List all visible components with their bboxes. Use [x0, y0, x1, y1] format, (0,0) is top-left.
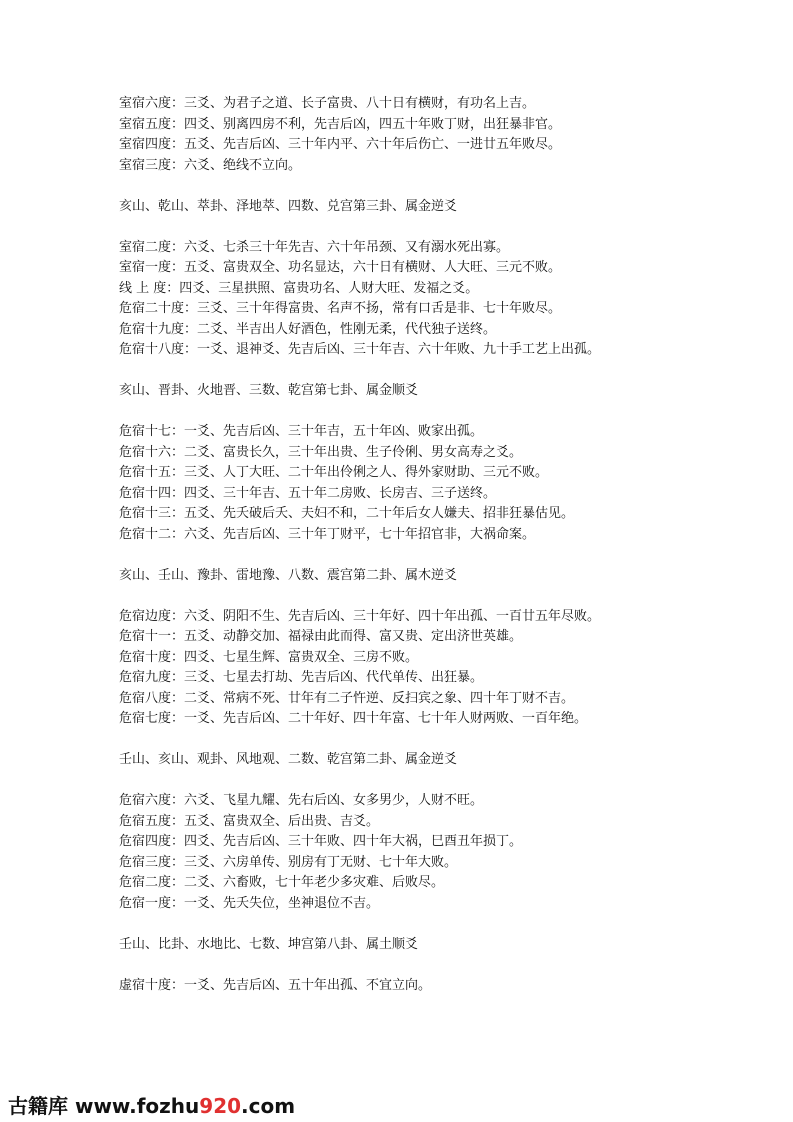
text-line: 室宿五度：四爻、别离四房不利，先吉后凶，四五十年败丁财，出狂暴非官。 — [119, 116, 562, 132]
text-line: 壬山、比卦、水地比、七数、坤宫第八卦、属土顺爻 — [119, 936, 419, 952]
text-line: 危宿十七：一爻、先吉后凶、三十年吉，五十年凶、败家出孤。 — [119, 424, 484, 439]
text-line: 危宿边度：六爻、阴阳不生、先吉后凶、三十年好、四十年出孤、一百廿五年尽败。 — [119, 608, 601, 624]
text-line: 危宿十度：四爻、七星生辉、富贵双全、三房不败。 — [119, 649, 419, 665]
footer-site — [75, 1094, 295, 1118]
footer-site-prefix: www.fozhu — [74, 1094, 200, 1118]
text-line: 室宿一度：五爻、富贵双全、功名显达，六十日有横财、人大旺、三元不败。 — [119, 260, 562, 275]
text-line: 壬山、亥山、观卦、风地观、二数、乾宫第二卦、属金逆爻 — [119, 752, 458, 767]
text-line: 危宿十九度：二爻、半吉出人好酒色，性刚无柔，代代独子送终。 — [119, 321, 497, 337]
blank-line — [119, 361, 759, 382]
text-line: 危宿十六：二爻、富贵长久，三十年出贵、生子伶俐、男女高寿之爻。 — [119, 444, 523, 460]
text-line: 室宿六度：三爻、为君子之道、长子富贵、八十日有横财，有功名上吉。 — [119, 96, 536, 111]
text-line: 危宿六度：六爻、飞星九耀、先右后凶、女多男少，人财不旺。 — [119, 793, 484, 808]
text-line: 危宿十五：三爻、人丁大旺、二十年出伶俐之人、得外家财助、三元不败。 — [119, 465, 549, 480]
text-line: 危宿二度：二爻、六畜败，七十年老少多灾难、后败尽。 — [119, 875, 445, 890]
blank-line — [119, 586, 759, 607]
footer-site-suffix: .com — [241, 1094, 296, 1118]
text-line: 危宿八度：二爻、常病不死、廿年有二子忤逆、反扫宾之象、四十年丁财不吉。 — [119, 690, 575, 706]
text-line: 危宿一度：一爻、先夭失位，坐神退位不吉。 — [119, 895, 380, 911]
text-line: 危宿五度：五爻、富贵双全、后出贵、吉爻。 — [119, 813, 380, 829]
text-line: 亥山、乾山、萃卦、泽地萃、四数、兑宫第三卦、属金逆爻 — [119, 198, 458, 214]
text-line: 危宿十三：五爻、先夭破后夭、夫妇不和，二十年后女人嫌夫、招非狂暴估见。 — [119, 506, 575, 521]
footer-site-number: 920 — [199, 1094, 242, 1118]
text-line: 室宿二度：六爻、七杀三十年先吉、六十年吊颈、又有溺水死出寡。 — [119, 239, 510, 255]
text-line: 危宿七度：一爻、先吉后凶、二十年好、四十年富、七十年人财两败、一百年绝。 — [119, 711, 588, 726]
blank-line — [119, 402, 759, 423]
blank-line — [119, 217, 759, 238]
text-line: 室宿三度：六爻、绝线不立向。 — [119, 157, 302, 173]
blank-line — [119, 914, 759, 935]
blank-line — [119, 955, 759, 976]
text-line: 危宿九度：三爻、七星去打劫、先吉后凶、代代单传、出狂暴。 — [119, 670, 484, 685]
blank-line — [119, 730, 759, 751]
text-line: 虚宿十度：一爻、先吉后凶、五十年出孤、不宜立向。 — [119, 977, 432, 993]
blank-line — [119, 545, 759, 566]
text-line: 危宿十二：六爻、先吉后凶、三十年丁财平，七十年招官非，大祸命案。 — [119, 526, 536, 542]
text-line: 室宿四度：五爻、先吉后凶、三十年内平、六十年后伤亡、一进廿五年败尽。 — [119, 137, 562, 152]
text-line: 危宿三度：三爻、六房单传、别房有丁无财、七十年大败。 — [119, 854, 458, 870]
text-line: 亥山、晋卦、火地晋、三数、乾宫第七卦、属金顺爻 — [119, 383, 419, 398]
watermark-footer — [8, 1090, 295, 1119]
text-line: 危宿十八度：一爻、退神爻、先吉后凶、三十年吉、六十年败、九十手工艺上出孤。 — [119, 342, 601, 357]
text-line: 危宿四度：四爻、先吉后凶、三十年败、四十年大祸，巳酉丑年损丁。 — [119, 834, 523, 849]
blank-line — [119, 176, 759, 197]
document-body — [119, 94, 759, 996]
text-line: 危宿二十度：三爻、三十年得富贵、名声不扬，常有口舌是非、七十年败尽。 — [119, 301, 562, 316]
footer-brand: 古籍库 — [8, 1094, 68, 1118]
text-line: 线 上 度：四爻、三星拱照、富贵功名、人财大旺、发福之爻。 — [119, 280, 479, 296]
text-line: 危宿十四：四爻、三十年吉、五十年二房败、长房吉、三子送终。 — [119, 485, 497, 501]
blank-line — [119, 771, 759, 792]
text-line: 危宿十一：五爻、动静交加、福禄由此而得、富又贵、定出济世英雄。 — [119, 629, 523, 644]
text-line: 亥山、壬山、豫卦、雷地豫、八数、震宫第二卦、属木逆爻 — [119, 567, 458, 583]
